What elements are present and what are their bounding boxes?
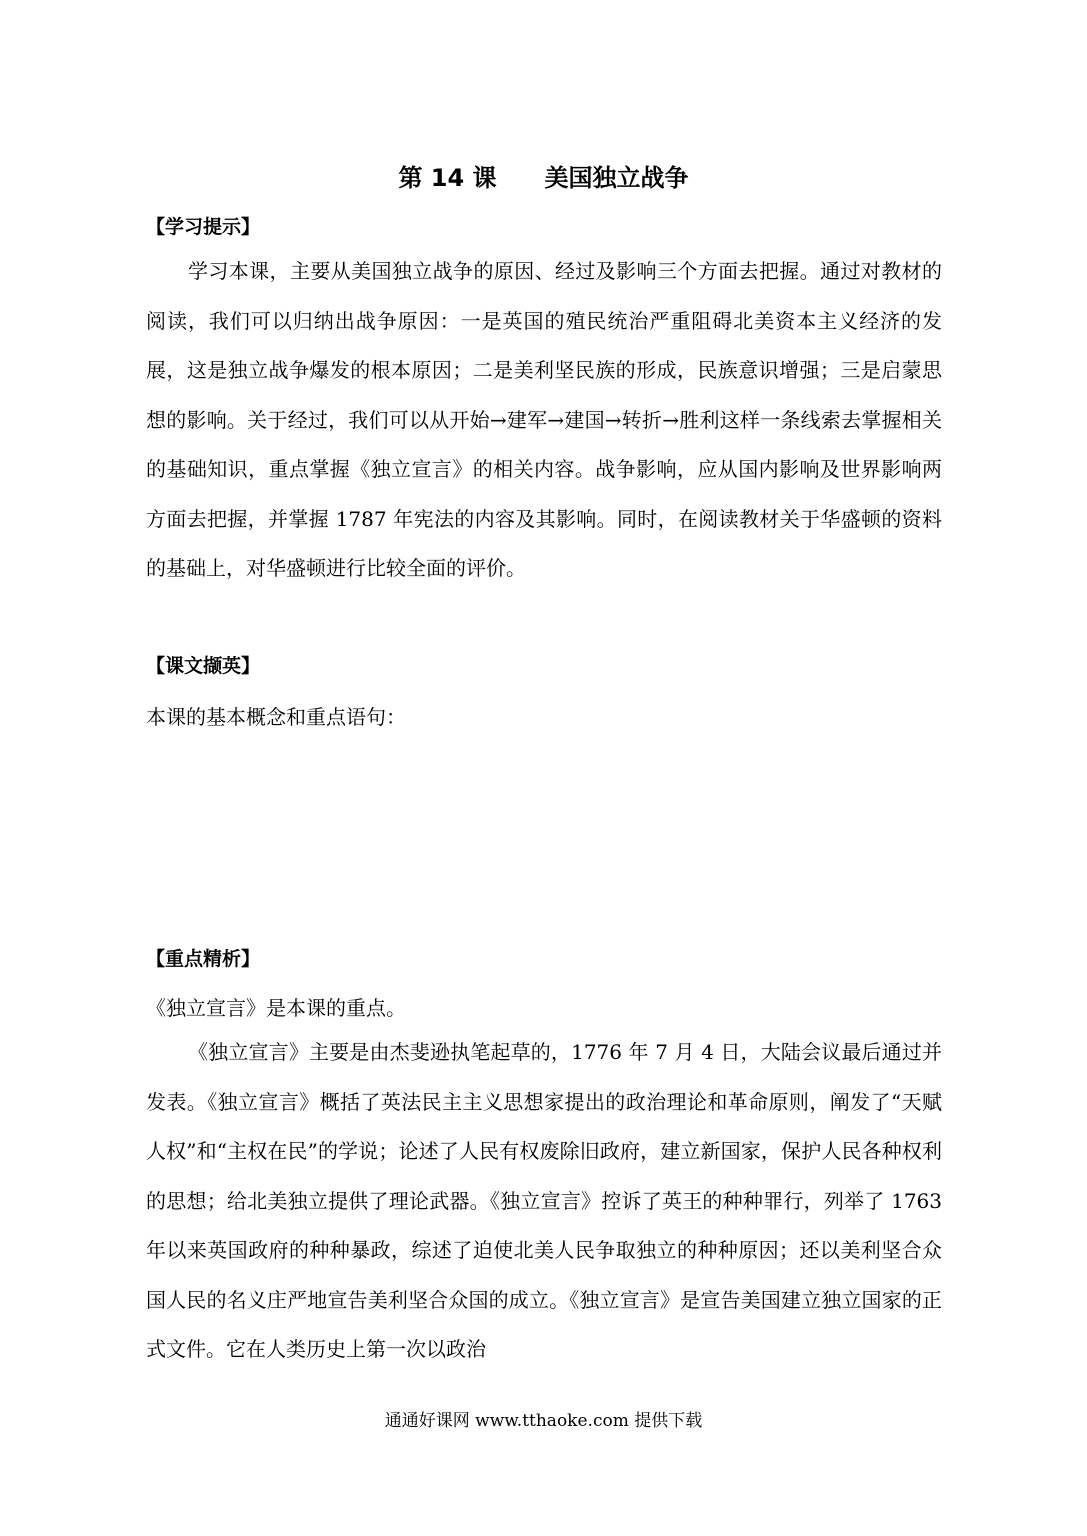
text-excerpts-heading: 【课文撷英】 — [146, 655, 261, 677]
key-analysis-intro: 《独立宣言》是本课的重点。 — [146, 996, 406, 1020]
lesson-number: 第 14 课 — [398, 164, 497, 192]
text-excerpts-intro: 本课的基本概念和重点语句： — [146, 705, 406, 729]
study-tips-paragraph: 学习本课，主要从美国独立战争的原因、经过及影响三个方面去把握。通过对教材的阅读，我们可以归纳出战争原因：一是英国的殖民统治严重阻碍北美资本主义经济的发展，这是独立战争爆发的根本原因；二是美利坚民族的形成，民族意识增强；三是启蒙思想的影响。关于经过，我们可以从开始→建军→建国→转折→胜利这样一条线索去掌握相关的基础知识，重点掌握《独立宣言》的相关内容。战争影响，应从国内影响及世界影响两方面去把握，并掌握 1787 年宪法的内容及其影响。同时，在阅读教材关于华盛顿的资料的基础上，对华盛顿进行比较全面的评价。 — [146, 259, 942, 580]
key-analysis-heading: 【重点精析】 — [146, 948, 261, 970]
study-tips-heading: 【学习提示】 — [146, 216, 261, 238]
key-analysis-paragraph: 《独立宣言》主要是由杰斐逊执笔起草的，1776 年 7 月 4 日，大陆会议最后通过并发表。《独立宣言》概括了英法民主主义思想家提出的政治理论和革命原则，阐发了“天赋人权”和“主权在民”的学说；论述了人民有权废除旧政府，建立新国家，保护人民各种权利的思想；给北美独立提供了理论武器。《独立宣言》控诉了英王的种种罪行，列举了 1763 年以来英国政府的种种暴政，综述了迫使北美人民争取独立的种种原因；还以美利坚合众国人民的名义庄严地宣告美利坚合众国的成立。《独立宣言》是宣告美国建立独立国家的正式文件。它在人类历史上第一次以政治 — [146, 1040, 942, 1361]
page-footer: 通通好课网 www.tthaoke.com 提供下载 — [384, 1411, 703, 1431]
lesson-title — [0, 158, 1087, 193]
lesson-name: 美国独立战争 — [544, 164, 689, 192]
